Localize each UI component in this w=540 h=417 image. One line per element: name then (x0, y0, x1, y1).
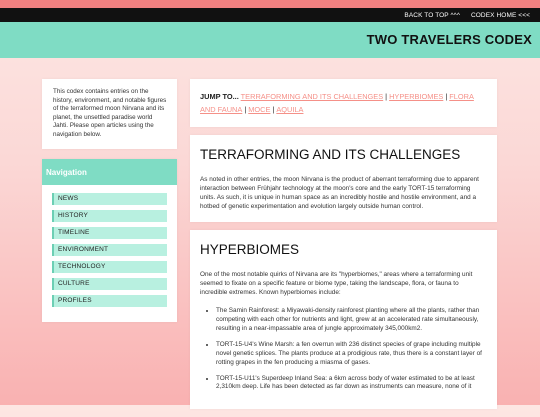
jump-link-aquila[interactable]: AQUILA (276, 104, 304, 114)
nav-item-profiles[interactable]: PROFILES (52, 295, 167, 307)
terraforming-body: As noted in other entries, the moon Nirvana is the product of aberrant terraforming due to apparent interaction between Frühjahr technology at the moon's core and the early TORT-15 terraforming units. As such, it is unique in human space as an incredibly hostile and hostile environment, and a hotbed of genetic experimentation and evolution largely outside human control. (200, 175, 479, 210)
navigation-box (42, 159, 177, 322)
jump-to-box (190, 79, 497, 127)
jump-separator: | (385, 92, 388, 101)
nav-item-environment[interactable]: ENVIRONMENT (52, 244, 167, 256)
jump-link-moce[interactable]: MOCE (248, 104, 271, 114)
jump-link-flora-fauna[interactable]: FLORA AND FAUNA (200, 92, 474, 114)
navigation-heading: Navigation (42, 159, 177, 185)
site-title: TWO TRAVELERS CODEX (366, 32, 532, 47)
nav-item-news[interactable]: NEWS (52, 193, 167, 205)
nav-item-timeline[interactable]: TIMELINE (52, 227, 167, 239)
jump-link-terraforming[interactable]: TERRAFORMING AND ITS CHALLENGES (240, 92, 384, 101)
jump-link-hyperbiomes[interactable]: HYPERBIOMES (389, 92, 444, 101)
navigation-list (42, 185, 177, 322)
nav-item-culture[interactable]: CULTURE (52, 278, 167, 290)
hyperbiomes-section (190, 230, 497, 410)
top-accent-strip (0, 0, 540, 8)
jump-to-label: JUMP TO... (200, 92, 239, 101)
terraforming-heading: TERRAFORMING AND ITS CHALLENGES (200, 146, 461, 162)
jump-separator: | (272, 104, 275, 114)
nav-item-technology[interactable]: TECHNOLOGY (52, 261, 167, 273)
site-header (0, 22, 540, 58)
list-item: • TORT-15-U4's Wine Marsh: a fen overrun with 236 distinct species of grape including multiple novel genetic splices. The plants produce at a prodigious rate, thus there is a constant layer of rotting grapes in the fen producing a miasma of gases. (216, 341, 487, 368)
list-item: • The Samin Rainforest: a Miyawaki-density rainforest planting where all the plants, rather than competing with each other for nutrients and light, grew at an accelerated rate simultaneously, resulting in a near-impassable area of jungle approximately 345,000km2. (216, 307, 487, 334)
back-to-top-link[interactable]: BACK TO TOP ^^^ (404, 11, 460, 19)
sidebar (42, 79, 177, 322)
main-content (190, 79, 497, 417)
top-navbar (0, 8, 540, 22)
jump-separator: | (445, 92, 448, 101)
terraforming-section (190, 135, 497, 222)
hyperbiomes-body: One of the most notable quirks of Nirvana are its "hyperbiomes," areas where a terraforming unit seemed to fixate on a specific feature or biome type, taking the landscape, flora, or fauna to incredible extremes. Known hyperbiomes include: (200, 270, 473, 296)
intro-box: This codex contains entries on the history, environment, and notable figures of the terraformed moon Nirvana and its planet, the unsettled paradise world Jahti. Please open articles using the navigation below. (42, 79, 177, 149)
codex-home-link[interactable]: CODEX HOME <<< (470, 11, 530, 19)
hyperbiomes-list (200, 307, 487, 393)
hyperbiomes-heading: HYPERBIOMES (200, 241, 300, 257)
top-nav-links (404, 8, 530, 22)
list-item: • TORT-15-U11's Superdeep Inland Sea: a 6km across body of water estimated to be at least 2,310km deep. Life has been detected as far down as instruments can measure, none of it (216, 375, 487, 393)
nav-item-history[interactable]: HISTORY (52, 210, 167, 222)
jump-separator: | (244, 104, 247, 114)
